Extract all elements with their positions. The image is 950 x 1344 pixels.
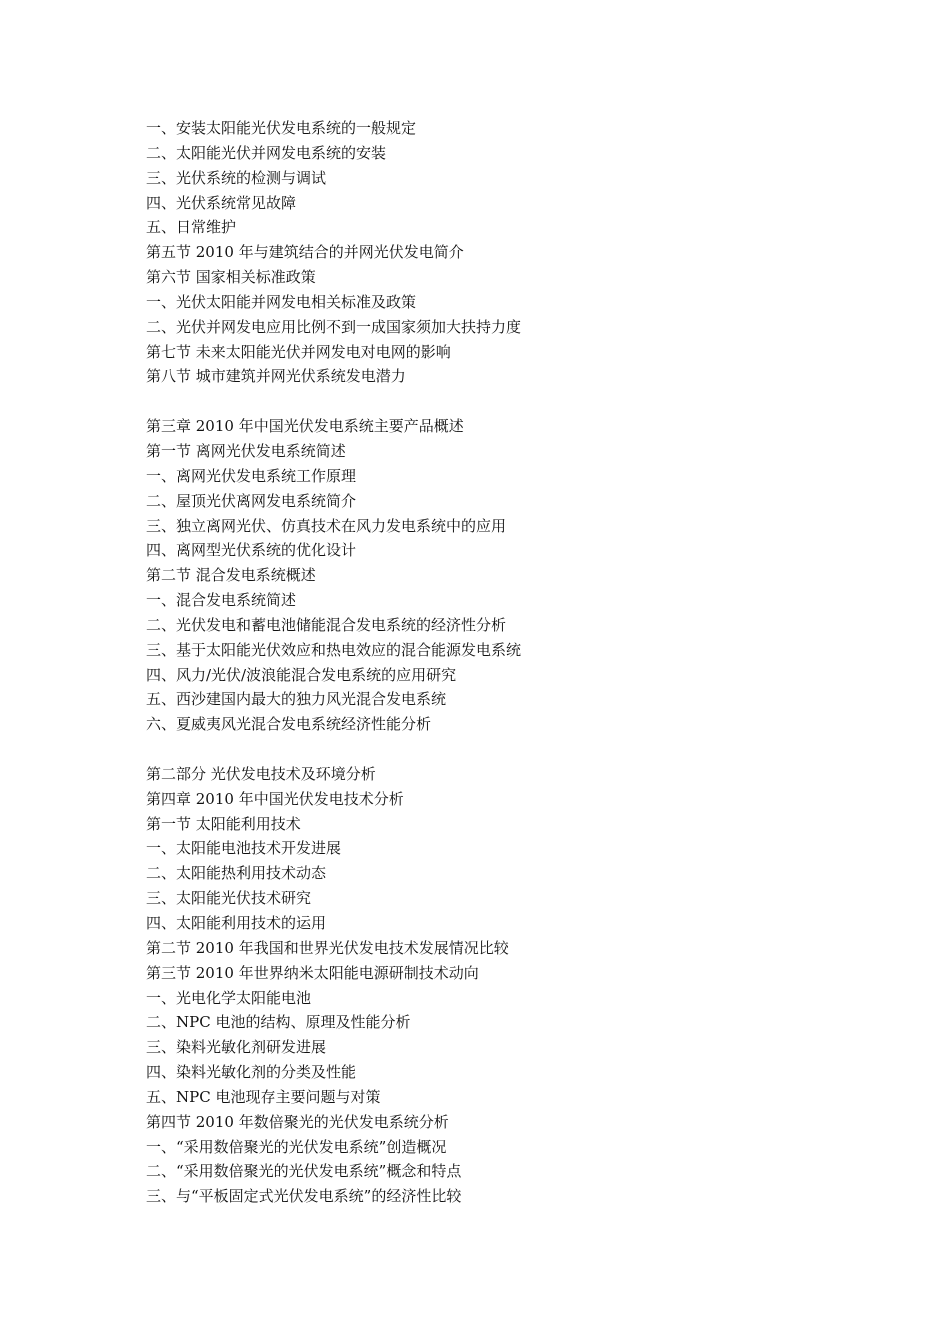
- toc-entry: 第二节 2010 年我国和世界光伏发电技术发展情况比较: [146, 938, 509, 957]
- toc-entry: 四、光伏系统常见故障: [146, 193, 297, 212]
- section-spacer: [146, 737, 906, 762]
- toc-entry: 五、西沙建国内最大的独力风光混合发电系统: [146, 690, 447, 709]
- toc-entry: 二、NPC 电池的结构、原理及性能分析: [146, 1013, 411, 1032]
- toc-entry: 四、风力/光伏/波浪能混合发电系统的应用研究: [146, 665, 457, 684]
- toc-entry: 一、太阳能电池技术开发进展: [146, 839, 342, 858]
- toc-entry: 二、光伏并网发电应用比例不到一成国家须加大扶持力度: [146, 317, 522, 336]
- toc-entry: 第二节 混合发电系统概述: [146, 566, 316, 585]
- toc-entry: 第五节 2010 年与建筑结合的并网光伏发电简介: [146, 243, 464, 262]
- toc-entry: 第三节 2010 年世界纳米太阳能电源研制技术动向: [146, 963, 479, 982]
- toc-entry: 五、NPC 电池现存主要问题与对策: [146, 1087, 381, 1106]
- toc-entry: 一、安装太阳能光伏发电系统的一般规定: [146, 119, 417, 137]
- toc-entry: 三、与“平板固定式光伏发电系统”的经济性比较: [146, 1187, 462, 1206]
- toc-entry: 三、染料光敏化剂研发进展: [146, 1038, 327, 1057]
- section-spacer: [146, 389, 906, 414]
- toc-entry: 一、混合发电系统简述: [146, 591, 297, 610]
- toc-entry: 三、基于太阳能光伏效应和热电效应的混合能源发电系统: [146, 640, 522, 659]
- toc-entry: 一、离网光伏发电系统工作原理: [146, 466, 357, 485]
- toc-entry: 第四节 2010 年数倍聚光的光伏发电系统分析: [146, 1112, 449, 1131]
- toc-entry: 第四章 2010 年中国光伏发电技术分析: [146, 789, 404, 808]
- toc-entry: 三、独立离网光伏、仿真技术在风力发电系统中的应用: [146, 516, 507, 535]
- toc-entry: 四、太阳能利用技术的运用: [146, 914, 327, 932]
- toc-entry: 第七节 未来太阳能光伏并网发电对电网的影响: [146, 342, 451, 361]
- toc-entry: 二、“采用数倍聚光的光伏发电系统”概念和特点: [146, 1162, 462, 1181]
- toc-entry: 二、光伏发电和蓄电池储能混合发电系统的经济性分析: [146, 615, 507, 634]
- toc-entry: 第一节 太阳能利用技术: [146, 814, 301, 833]
- toc-entry: 二、太阳能热利用技术动态: [146, 864, 327, 883]
- toc-entry: 二、屋顶光伏离网发电系统简介: [146, 491, 357, 510]
- toc-entry: 第三章 2010 年中国光伏发电系统主要产品概述: [146, 417, 464, 436]
- toc-entry: 第八节 城市建筑并网光伏系统发电潜力: [146, 367, 406, 386]
- toc-entry: 三、光伏系统的检测与调试: [146, 168, 327, 187]
- toc-entry: 六、夏威夷风光混合发电系统经济性能分析: [146, 715, 432, 734]
- toc-entry: 三、太阳能光伏技术研究: [146, 889, 312, 908]
- toc-entry: 五、日常维护: [146, 218, 237, 237]
- toc-entry: 第六节 国家相关标准政策: [146, 268, 316, 287]
- toc-entry: 第一节 离网光伏发电系统简述: [146, 441, 346, 460]
- toc-entry: 四、染料光敏化剂的分类及性能: [146, 1063, 357, 1082]
- toc-entry: 一、光伏太阳能并网发电相关标准及政策: [146, 292, 417, 311]
- toc-entry: 第二部分 光伏发电技术及环境分析: [146, 764, 376, 783]
- toc-entry: 四、离网型光伏系统的优化设计: [146, 541, 357, 560]
- toc-entry: 一、光电化学太阳能电池: [146, 988, 312, 1007]
- table-of-contents: [146, 116, 906, 1209]
- toc-entry: 二、太阳能光伏并网发电系统的安装: [146, 143, 387, 162]
- toc-entry: 一、“采用数倍聚光的光伏发电系统”创造概况: [146, 1137, 447, 1156]
